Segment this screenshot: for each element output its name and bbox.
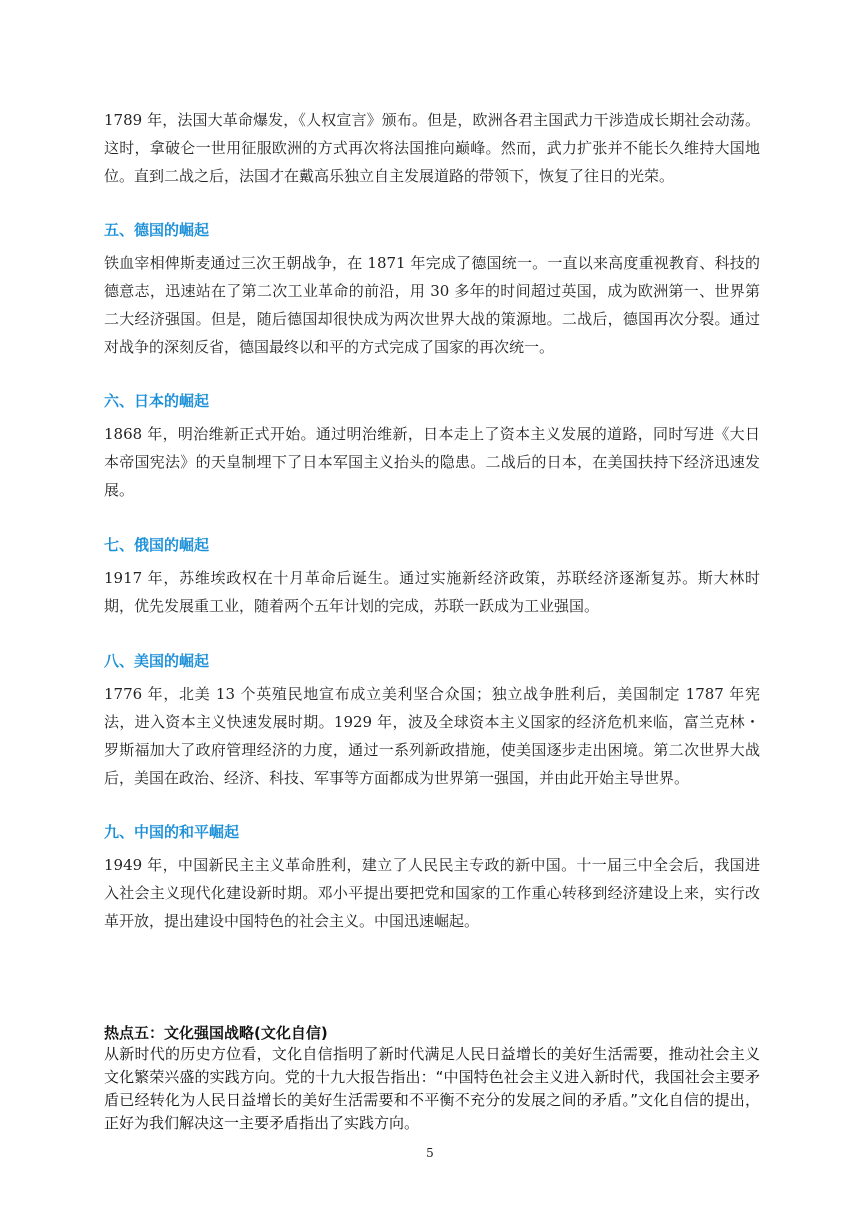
section-heading-china: 九、中国的和平崛起 — [104, 823, 240, 841]
section-text-usa: 1776 年，北美 13 个英殖民地宣布成立美利坚合众国；独立战争胜利后，美国制定 1787 年宪法，进入资本主义快速发展时期。1929 年，波及全球资本主义国家的经济危机来临，富兰克林・罗斯福加大了政府管理经济的力度，通过一系列新政措施，使美国逐步走出困境。第二次世界大战后，美国在政治、经济、科技、军事等方面都成为世界第一强国，并由此开始主导世界。 — [104, 685, 760, 787]
section-heading-usa: 八、美国的崛起 — [104, 652, 210, 670]
section-heading-russia: 七、俄国的崛起 — [104, 536, 210, 554]
hot-topic-text: 从新时代的历史方位看，文化自信指明了新时代满足人民日益增长的美好生活需要，推动社会主义文化繁荣兴盛的实践方向。党的十九大报告指出：“中国特色社会主义进入新时代，我国社会主要矛盾已经转化为人民日益增长的美好生活需要和不平衡不充分的发展之间的矛盾。”文化自信的提出，正好为我们解决这一主要矛盾指出了实践方向。 — [104, 1045, 760, 1132]
hot-topic-title: 热点五：文化强国战略(文化自信) — [104, 1024, 328, 1042]
section-text-germany: 铁血宰相俾斯麦通过三次王朝战争，在 1871 年完成了德国统一。一直以来高度重视教育、科技的德意志，迅速站在了第二次工业革命的前沿，用 30 多年的时间超过英国，成为欧洲第一、世界第二大经济强国。但是，随后德国却很快成为两次世界大战的策源地。二战后，德国再次分裂。通过对战争的深刻反省，德国最终以和平的方式完成了国家的再次统一。 — [104, 254, 760, 356]
section-text-japan: 1868 年，明治维新正式开始。通过明治维新，日本走上了资本主义发展的道路，同时写进《大日本帝国宪法》的天皇制埋下了日本军国主义抬头的隐患。二战后的日本，在美国扶持下经济迅速发展。 — [104, 425, 760, 499]
page-number: 5 — [426, 1146, 434, 1160]
section-heading-germany: 五、德国的崛起 — [104, 221, 210, 239]
france-paragraph: 1789 年，法国大革命爆发，《人权宣言》颁布。但是，欧洲各君主国武力干涉造成长期社会动荡。这时，拿破仑一世用征服欧洲的方式再次将法国推向巅峰。然而，武力扩张并不能长久维持大国地位。直到二战之后，法国才在戴高乐独立自主发展道路的带领下，恢复了往日的光荣。 — [104, 111, 760, 185]
section-heading-japan: 六、日本的崛起 — [104, 392, 210, 410]
section-text-russia: 1917 年，苏维埃政权在十月革命后诞生。通过实施新经济政策，苏联经济逐渐复苏。斯大林时期，优先发展重工业，随着两个五年计划的完成，苏联一跃成为工业强国。 — [104, 569, 760, 615]
section-text-china: 1949 年，中国新民主主义革命胜利，建立了人民民主专政的新中国。十一届三中全会后，我国进入社会主义现代化建设新时期。邓小平提出要把党和国家的工作重心转移到经济建设上来，实行改革开放，提出建设中国特色的社会主义。中国迅速崛起。 — [104, 856, 760, 930]
